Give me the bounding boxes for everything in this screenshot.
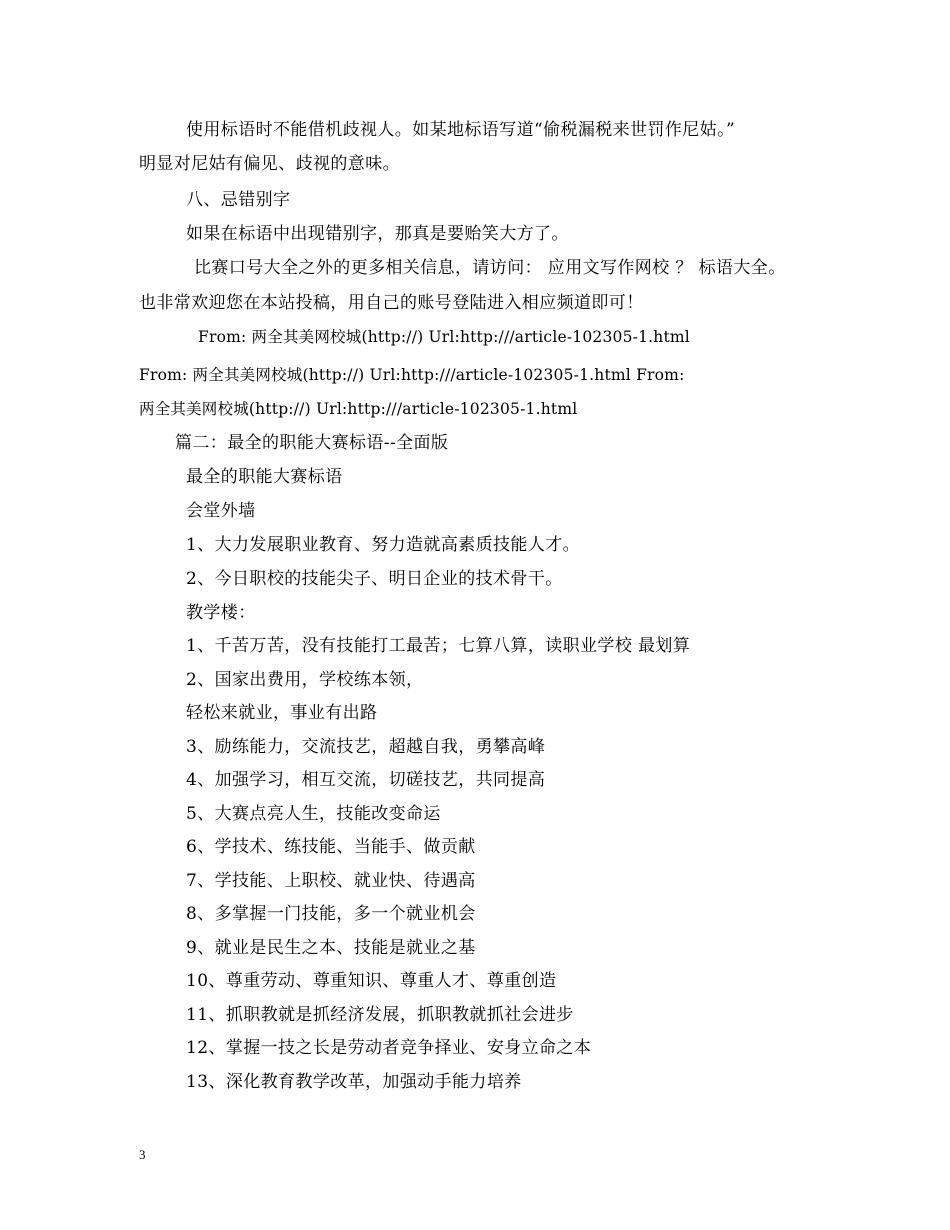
section-heading: 八、忌错别字 <box>186 190 291 210</box>
source-line: From: 两全其美网校城(http://) Url:http:///article-102305-1.html <box>198 328 690 346</box>
paragraph-line: 最全的职能大赛标语 <box>186 467 343 487</box>
page-number: 3 <box>139 1147 146 1162</box>
paragraph-line: 教学楼： <box>186 603 256 623</box>
paragraph-line: 使用标语时不能借机歧视人。如某地标语写道“偷税漏税来世罚作尼姑。” <box>186 120 736 140</box>
paragraph-line: 轻松来就业，事业有出路 <box>186 703 378 723</box>
list-item: 8、多掌握一门技能，多一个就业机会 <box>186 904 476 924</box>
list-item: 12、掌握一技之长是劳动者竞争择业、安身立命之本 <box>186 1038 592 1058</box>
list-item: 1、大力发展职业教育、努力造就高素质技能人才。 <box>186 535 581 555</box>
list-item: 7、学技能、上职校、就业快、待遇高 <box>186 871 476 891</box>
list-item: 2、国家出费用，学校练本领， <box>186 670 424 690</box>
list-item: 1、千苦万苦，没有技能打工最苦；七算八算，读职业学校 最划算 <box>186 636 691 656</box>
paragraph-line: 如果在标语中出现错别字，那真是要贻笑大方了。 <box>186 224 569 244</box>
list-item: 10、尊重劳动、尊重知识、尊重人才、尊重创造 <box>186 971 557 991</box>
source-line: From: 两全其美网校城(http://) Url:http:///article-102305-1.html From: <box>139 366 685 384</box>
list-item: 9、就业是民生之本、技能是就业之基 <box>186 938 476 958</box>
list-item: 5、大赛点亮人生，技能改变命运 <box>186 804 441 824</box>
list-item: 3、励练能力，交流技艺，超越自我，勇攀高峰 <box>186 737 546 757</box>
article-heading: 篇二：最全的职能大赛标语--全面版 <box>175 433 449 453</box>
list-item: 13、深化教育教学改革，加强动手能力培养 <box>186 1072 522 1092</box>
list-item: 4、加强学习，相互交流，切磋技艺，共同提高 <box>186 770 546 790</box>
list-item: 2、今日职校的技能尖子、明日企业的技术骨干。 <box>186 569 563 589</box>
paragraph-line: 会堂外墙 <box>186 501 256 521</box>
source-line: 两全其美网校城(http://) Url:http:///article-102305-1.html <box>139 400 578 418</box>
paragraph-line: 也非常欢迎您在本站投稿，用自己的账号登陆进入相应频道即可！ <box>139 293 644 313</box>
list-item: 11、抓职教就是抓经济发展，抓职教就抓社会进步 <box>186 1005 574 1025</box>
paragraph-line: 明显对尼姑有偏见、歧视的意味。 <box>139 154 400 174</box>
list-item: 6、学技术、练技能、当能手、做贡献 <box>186 837 476 857</box>
paragraph-line: 比赛口号大全之外的更多相关信息，请访问： 应用文写作网校 ？ 标语大全。 <box>194 258 786 278</box>
